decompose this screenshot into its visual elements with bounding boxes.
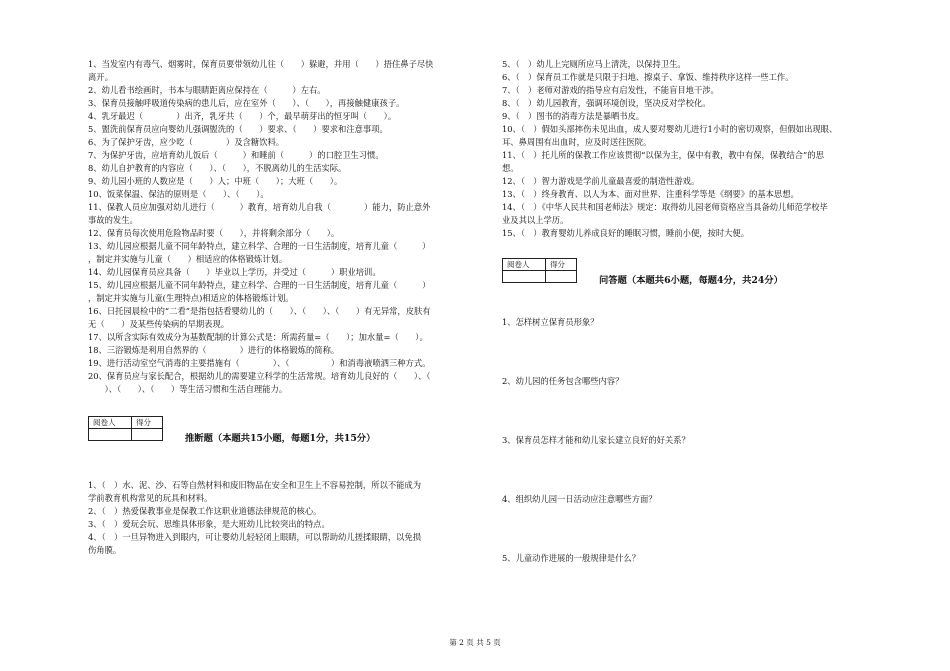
- question-line: 14、幼儿园保育员应具备（ ）毕业以上学历，并受过（ ）职业培训。: [88, 267, 381, 277]
- judge-line: 7、（ ）老师对游戏的指导应有启发性，不能盲目地干涉。: [502, 85, 719, 95]
- judge-line: 2、（ ）热爱保教事业是保教工作这职业道德法律规范的核心。: [88, 506, 322, 516]
- qa-section-header: [502, 258, 887, 286]
- judge-line: 4、（ ）一旦异物进入到眼内，可让婴幼儿轻轻闭上眼睛，可以帮助幼儿搓揉眼睛，以免损: [88, 532, 422, 542]
- score-box: [88, 416, 163, 441]
- left-column: [88, 58, 486, 557]
- question-line: 3、保育员接触呼吸道传染病的患儿后，应在室外（ ）、（ ），再接触健康孩子。: [88, 98, 405, 108]
- question-line: 13、幼儿园应根据儿童不同年龄特点，建立科学、合理的一日生活制度，培育儿童（ ）: [88, 241, 431, 251]
- judge-line: 想。: [502, 163, 519, 173]
- question-line: 无（ ）及某些传染病的早期表现。: [88, 319, 230, 329]
- question-line: 离开。: [88, 72, 113, 82]
- judge-section-header: [88, 416, 486, 444]
- question-line: 9、幼儿园小班的人数应是（ ）人；中班（ ）；大班（ ）。: [88, 176, 343, 186]
- judge-line: 5、（ ）幼儿上完厕所应马上清洗，以保持卫生。: [502, 59, 686, 69]
- question-line: 7、为保护牙齿，应培育幼儿饭后（ ）和睡前（ ）的口腔卫生习惯。: [88, 150, 384, 160]
- question-line: ）、（ ）、（ ）等生活习惯和生活自理能力。: [88, 384, 288, 394]
- judge-line: 8、（ ）幼儿园教育，强调环境创设，坚决反对学校化。: [502, 98, 711, 108]
- question-line: 20、保育员应与家长配合，根据幼儿的需要建立科学的生活常规。培育幼儿良好的（ ）、（: [88, 371, 431, 381]
- judge-section-title: 推断题（本题共15小题，每题1分，共15分）: [185, 433, 376, 444]
- judge-line: 14、（ ）《中华人民共和国老师法》规定：取得幼儿园老师资格应当具备幼儿师范学校毕: [502, 202, 828, 212]
- reviewer-label: 阅卷人: [89, 417, 132, 429]
- qa-question: 1、怎样树立保育员形象？: [502, 317, 599, 327]
- judge-line: 学前教育机构常见的玩具和材料。: [88, 493, 213, 503]
- score-label: 得分: [132, 417, 163, 429]
- question-line: 事故的发生。: [88, 215, 138, 225]
- reviewer-cell[interactable]: [89, 429, 132, 441]
- question-line: ，制定并实施与儿童（ ）相适应的体格锻炼计划。: [88, 254, 288, 264]
- judge-line: 业及其以上学历。: [502, 215, 569, 225]
- score-cell[interactable]: [546, 271, 577, 283]
- qa-question: 4、组织幼儿园一日活动应注意哪些方面？: [502, 494, 657, 504]
- judge-line: 6、（ ）保育员工作就是只限于扫地、擦桌子、拿饭、维持秩序这样一些工作。: [502, 72, 794, 82]
- question-line: ，制定并实施与儿童(生理特点)相适应的体格锻炼计划。: [88, 293, 294, 303]
- score-label: 得分: [546, 259, 577, 271]
- judge-line: 11、（ ）托儿所的保教工作应该贯彻“以保为主，保中有教，教中有保，保教结合”的思: [502, 150, 824, 160]
- question-line: 10、饭菜保温、保洁的原则是（ ）、（ ）。: [88, 189, 269, 199]
- judge-line: 12、（ ）智力游戏是学前儿童最喜爱的制造性游戏。: [502, 176, 700, 186]
- judge-line: 13、（ ）终身教育、以人为本、面对世界、注重科学等是《纲要》的基本思想。: [502, 189, 799, 199]
- question-line: 16、日托园晨检中的“二看”是指包括看婴幼儿的（ ）、（ ）、（ ）有无异常，皮肤有: [88, 306, 431, 316]
- score-cell[interactable]: [132, 429, 163, 441]
- question-line: 15、幼儿园应根据儿童不同年龄特点，建立科学、合理的一日生活制度，培育儿童（ ）: [88, 280, 431, 290]
- right-column: [502, 58, 887, 565]
- question-line: 1、当发室内有毒气、烟雾时，保育员要带领幼儿往（ ）躲避，并用（ ）捂住鼻子尽快: [88, 59, 434, 69]
- question-line: 5、盥洗前保育员应向婴幼儿强调盥洗的（ ）要求、（ ）要求和注意事项。: [88, 124, 388, 134]
- question-line: 18、三浴锻炼是利用自然界的（ ）进行的体格锻炼的简称。: [88, 345, 340, 355]
- question-line: 12、保育员每次使用危险物品时要（ ），并将剩余部分（ ）。: [88, 228, 340, 238]
- judge-line: 耳、鼻周围有出血时，应及时送往医院。: [502, 137, 652, 147]
- qa-question: 5、儿童动作进展的一般规律是什么？: [502, 553, 641, 563]
- judge-line: 9、（ ）图书的消毒方法是暴晒书皮。: [502, 111, 645, 121]
- question-line: 4、乳牙最迟（ ）出齐，乳牙共（ ）个，最早萌芽出的恒牙叫（ ）。: [88, 111, 397, 121]
- question-line: 11、保教人员应加强对幼儿进行（ ）教育，培育幼儿自我（ ）能力，防止意外: [88, 202, 431, 212]
- question-line: 8、幼儿自护教育的内容应（ ）、（ ），不脱离幼儿的生活实际。: [88, 163, 347, 173]
- judge-questions-right: [502, 58, 887, 240]
- judge-line: 伤角膜。: [88, 545, 122, 555]
- qa-question: 2、幼儿园的任务包含哪些内容？: [502, 376, 624, 386]
- fill-in-questions: [88, 58, 486, 396]
- question-line: 6、为了保护牙齿，应少吃（ ）及含糖饮料。: [88, 137, 285, 147]
- score-box: [502, 258, 577, 283]
- qa-section-title: 问答题（本题共6小题，每题4分，共24分）: [599, 275, 783, 286]
- judge-line: 1、（ ）水、泥、沙、石等自然材料和废旧物品在安全和卫生上不容易控制，所以不能成为: [88, 480, 422, 490]
- reviewer-cell[interactable]: [503, 271, 546, 283]
- qa-question: 3、保育员怎样才能和幼儿家长建立良好的好关系？: [502, 435, 690, 445]
- question-line: 19、进行活动室空气消毒的主要措施有（ ）、（ ）和消毒液喷洒三种方式。: [88, 358, 431, 368]
- reviewer-label: 阅卷人: [503, 259, 546, 271]
- judge-questions-left: [88, 479, 486, 557]
- question-line: 17、以所含实际有效成分为基数配制的计算公式是：所需药量=（ ）；加水量=（ ）。: [88, 332, 428, 342]
- judge-line: 15、（ ）教育婴幼儿养成良好的睡眠习惯，睡前小便，按时大便。: [502, 228, 750, 238]
- page-footer: 第 2 页 共 5 页: [449, 638, 501, 647]
- qa-questions: [502, 316, 887, 565]
- judge-line: 10、（ ）假如头部摔伤未见出血，成人要对婴幼儿进行1小时的密切观察，但假如出现眼、: [502, 124, 838, 134]
- question-line: 2、幼儿看书绘画时，书本与眼睛距离应保持在（ ）左右。: [88, 85, 326, 95]
- judge-line: 3、（ ）爱玩会玩、思维具体形象，是大班幼儿比较突出的特点。: [88, 519, 330, 529]
